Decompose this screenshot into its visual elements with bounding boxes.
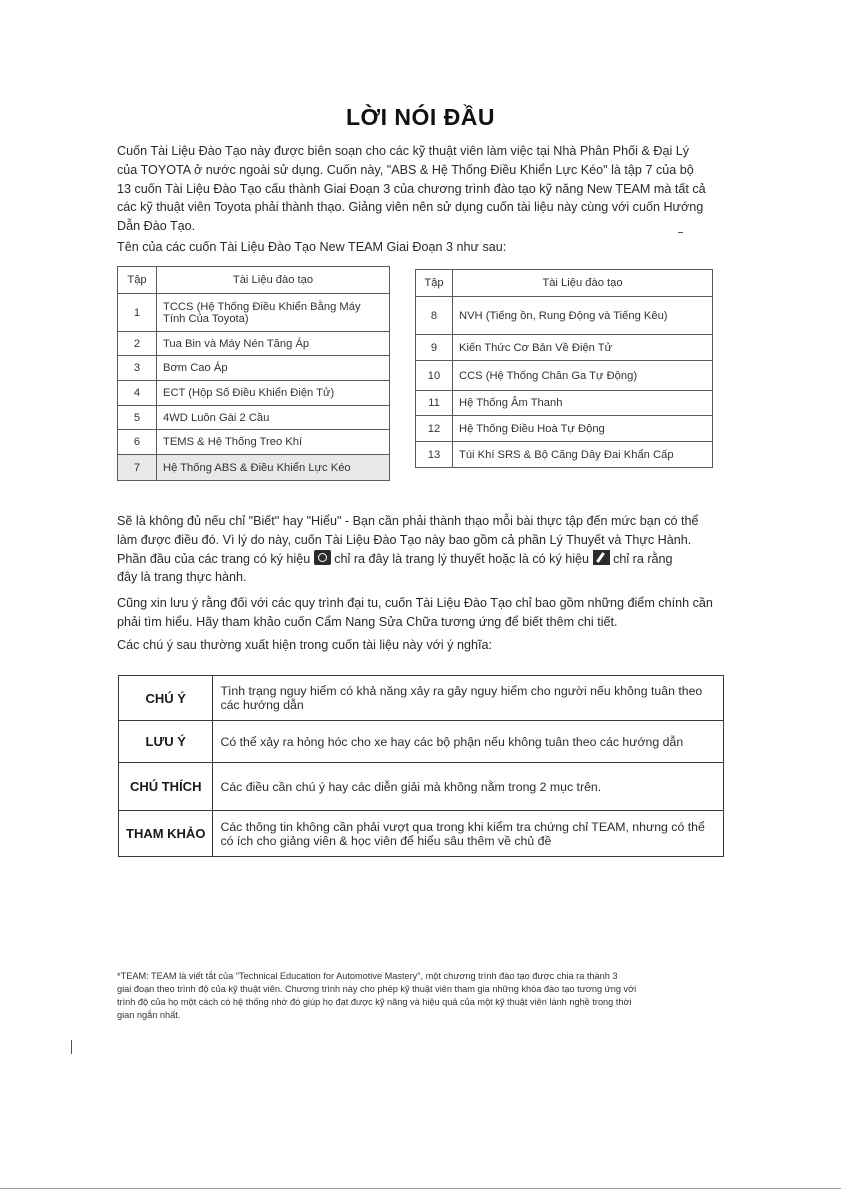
page-edge: [0, 1188, 841, 1189]
volume-title: Túi Khí SRS & Bộ Căng Dây Đai Khẩn Cấp: [453, 442, 713, 468]
note-row: [119, 763, 724, 811]
footnote: [117, 970, 727, 1022]
scan-artifact: [71, 1040, 72, 1054]
table-row: [118, 356, 390, 381]
note-text: Các thông tin không cần phải vượt qua trong khi kiểm tra chứng chỉ TEAM, nhưng có thể có ích cho giảng viên & học viên để hiểu sâu thêm về chủ đề: [213, 811, 724, 857]
volume-number: 7: [118, 455, 157, 481]
intro-line: của TOYOTA ở nước ngoài sử dụng. Cuốn này, "ABS & Hệ Thống Điều Khiển Lực Kéo" là tập 7 của bộ: [117, 162, 694, 177]
table-row: [416, 361, 713, 391]
book-icon: [314, 550, 331, 565]
footnote-line: giai đoạn theo trình độ của kỹ thuật viên. Chương trình này cho phép kỹ thuật viên tham gia những khóa đào tạo tương ứng với: [117, 984, 637, 994]
intro-line: 13 cuốn Tài Liệu Đào Tạo cấu thành Giai Đoạn 3 của chương trình đào tạo kỹ năng New TEAM mà tất cả: [117, 181, 706, 196]
volume-title: TCCS (Hệ Thống Điều Khiển Bằng Máy Tính Của Toyota): [157, 294, 390, 332]
table-row: [118, 381, 390, 406]
manual-note-paragraph: [117, 594, 724, 632]
column-header-title: Tài Liệu đào tạo: [157, 267, 390, 294]
volume-title: Kiến Thức Cơ Bản Về Điện Tử: [453, 335, 713, 361]
note-label-caution: CHÚ Ý: [119, 676, 213, 721]
volume-number: 8: [416, 297, 453, 335]
volume-number: 5: [118, 406, 157, 430]
volume-title: NVH (Tiếng ồn, Rung Động và Tiếng Kêu): [453, 297, 713, 335]
footnote-line: trình độ của họ một cách có hệ thống nhờ đó giúp họ đạt được kỹ năng và hiệu quả của một kỹ thuật viên lành nghề trong thời: [117, 997, 632, 1007]
note-row: [119, 811, 724, 857]
volume-title: Tua Bin và Máy Nén Tăng Áp: [157, 332, 390, 356]
page-title: LỜI NÓI ĐẦU: [345, 104, 496, 130]
volume-number: 1: [118, 294, 157, 332]
note-label-notice: LƯU Ý: [119, 721, 213, 763]
practice-paragraph: [117, 512, 724, 587]
notes-legend-table: [118, 675, 724, 857]
table-header-row: [416, 270, 713, 297]
practice-line: làm được điều đó. Vì lý do này, cuốn Tài Liệu Đào Tạo này bao gồm cả phần Lý Thuyết và Thực Hành.: [117, 532, 692, 547]
volume-number: 6: [118, 430, 157, 455]
training-volumes-table-right: [415, 269, 713, 468]
table-row: [118, 332, 390, 356]
intro-line: các kỹ thuật viên Toyota phải thành thạo. Giảng viên nên sử dụng cuốn tài liệu này cùng với cuốn Hướng: [117, 200, 704, 215]
volume-number: 9: [416, 335, 453, 361]
intro-paragraph: [117, 142, 724, 236]
column-header-volume: Tập: [416, 270, 453, 297]
note-text: Tình trạng nguy hiểm có khả năng xảy ra gây nguy hiểm cho người nếu không tuân theo các hướng dẫn: [213, 676, 724, 721]
volume-title: Hệ Thống Âm Thanh: [453, 391, 713, 416]
manual-note-line: phải tìm hiểu. Hãy tham khảo cuốn Cẩm Nang Sửa Chữa tương ứng để biết thêm chi tiết.: [117, 614, 618, 629]
note-label-hint: CHÚ THÍCH: [119, 763, 213, 811]
table-row: [416, 297, 713, 335]
volume-title: TEMS & Hệ Thống Treo Khí: [157, 430, 390, 455]
volume-number: 11: [416, 391, 453, 416]
volume-number: 3: [118, 356, 157, 381]
practice-line: đây là trang thực hành.: [117, 570, 247, 585]
table-row: [416, 391, 713, 416]
volume-number: 12: [416, 416, 453, 442]
note-row: [119, 676, 724, 721]
notes-intro: Các chú ý sau thường xuất hiện trong cuốn tài liệu này với ý nghĩa:: [117, 638, 492, 652]
note-text: Có thể xảy ra hỏng hóc cho xe hay các bộ phận nếu không tuân theo các hướng dẫn: [213, 721, 724, 763]
volume-title: Bơm Cao Áp: [157, 356, 390, 381]
volume-number: 2: [118, 332, 157, 356]
table-row: [416, 335, 713, 361]
volume-title: CCS (Hệ Thống Chân Ga Tự Động): [453, 361, 713, 391]
list-heading: Tên của các cuốn Tài Liệu Đào Tạo New TEAM Giai Đoạn 3 như sau:: [117, 240, 507, 254]
manual-note-line: Cũng xin lưu ý rằng đối với các quy trình đại tu, cuốn Tài Liệu Đào Tạo chỉ bao gồm những điểm chính cần: [117, 596, 713, 610]
footnote-line: *TEAM: TEAM là viết tắt của "Technical Education for Automotive Mastery", một chương trình đào tạo được chia ra thành 3: [117, 971, 618, 981]
volume-title: 4WD Luôn Gài 2 Cầu: [157, 406, 390, 430]
volume-number: 13: [416, 442, 453, 468]
intro-line: Cuốn Tài Liệu Đào Tạo này được biên soạn cho các kỹ thuật viên làm việc tại Nhà Phân Phối & Đại Lý: [117, 144, 690, 158]
table-row: [416, 442, 713, 468]
note-text: Các điều cần chú ý hay các diễn giải mà không nằm trong 2 mục trên.: [213, 763, 724, 811]
stray-mark: [678, 232, 683, 233]
table-row-highlighted: [118, 455, 390, 481]
column-header-volume: Tập: [118, 267, 157, 294]
practice-text: chỉ ra đây là trang lý thuyết hoặc là có ký hiệu: [334, 551, 590, 566]
volume-title: Hệ Thống ABS & Điều Khiển Lực Kéo: [157, 455, 390, 481]
table-row: [118, 406, 390, 430]
volume-number: 4: [118, 381, 157, 406]
practice-text: chỉ ra rằng: [613, 551, 673, 566]
note-row: [119, 721, 724, 763]
volume-title: ECT (Hộp Số Điều Khiển Điện Tử): [157, 381, 390, 406]
intro-line: Dẫn Đào Tạo.: [117, 219, 196, 234]
table-header-row: [118, 267, 390, 294]
practice-line: Sẽ là không đủ nếu chỉ "Biết" hay "Hiểu" - Bạn cần phải thành thạo mỗi bài thực tập đến mức bạn có thể: [117, 514, 699, 528]
practice-line-with-icons: [117, 550, 724, 569]
footnote-line: gian ngắn nhất.: [117, 1010, 181, 1020]
volume-number: 10: [416, 361, 453, 391]
wrench-icon: [593, 550, 610, 565]
training-volumes-table-left: [117, 266, 390, 481]
practice-text: Phần đầu của các trang có ký hiệu: [117, 551, 311, 566]
table-row: [118, 430, 390, 455]
volume-title: Hệ Thống Điều Hoà Tự Động: [453, 416, 713, 442]
table-row: [416, 416, 713, 442]
table-row: [118, 294, 390, 332]
column-header-title: Tài Liệu đào tạo: [453, 270, 713, 297]
note-label-reference: THAM KHẢO: [119, 811, 213, 857]
